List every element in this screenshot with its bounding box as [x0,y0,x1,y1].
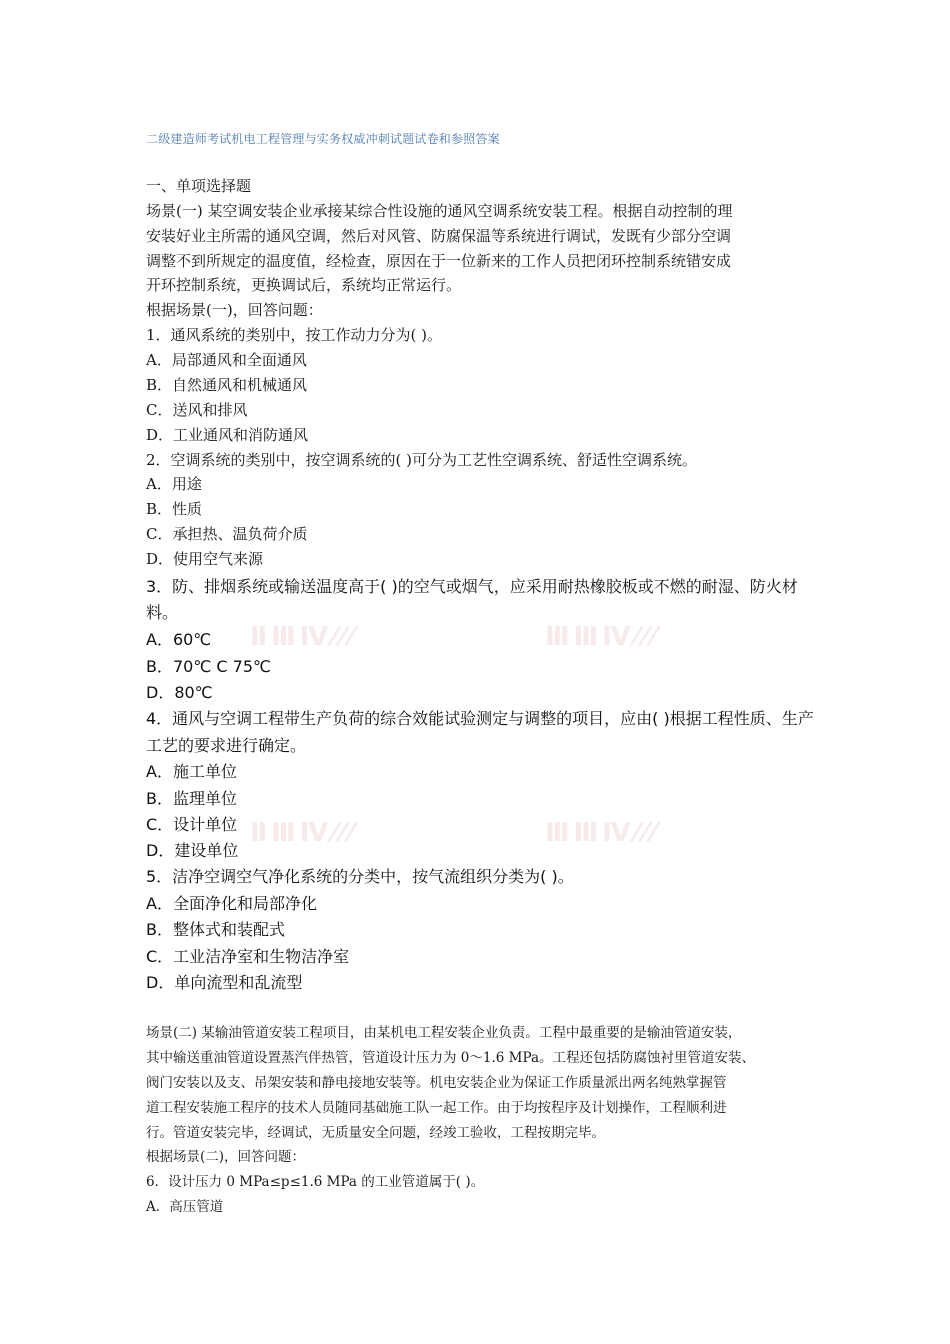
scene2-line-1: 场景(二) 某输油管道安装工程项目，由某机电工程安装企业负责。工程中最重要的是输油管道安装， [146,1025,742,1041]
q3-option-d: D．80℃ [146,683,213,702]
scene1-prompt: 根据场景(一)，回答问题： [146,301,323,319]
scene1-line-1: 场景(一) 某空调安装企业承接某综合性设施的通风空调系统安装工程。根据自动控制的理 [146,202,733,220]
document-title: 二级建造师考试机电工程管理与实务权威冲刺试题试卷和参照答案 [146,132,500,146]
scene2-prompt: 根据场景(二)，回答问题： [146,1149,306,1165]
q5-option-c: C．工业洁净室和生物洁净室 [146,947,350,966]
q2-option-c: C．承担热、温负荷介质 [146,525,308,543]
q3-option-a: A．60℃ [146,630,212,649]
q6-option-a: A．高压管道 [146,1199,224,1215]
q3-option-b: B．70℃ C 75℃ [146,657,271,676]
question-4-line-2: 工艺的要求进行确定。 [146,736,307,755]
scene2-line-3: 阀门安装以及支、吊架安装和静电接地安装等。机电安装企业为保证工作质量派出两名纯熟掌握管 [146,1075,727,1091]
q4-option-b: B．监理单位 [146,789,237,808]
scene2-line-5: 行。管道安装完毕，经调试，无质量安全问题，经竣工验收，工程按期完毕。 [146,1125,605,1141]
question-5: 5．洁净空调空气净化系统的分类中，按气流组织分类为( )。 [146,867,574,886]
question-6: 6．设计压力 0 MPa≤p≤1.6 MPa 的工业管道属于( )。 [146,1174,485,1190]
watermark: ⅡⅢⅣ⁄⁄⁄ [250,818,358,848]
question-4-line-1: 4．通风与空调工程带生产负荷的综合效能试验测定与调整的项目，应由( )根据工程性质、生产 [146,709,814,728]
q1-option-b: B．自然通风和机械通风 [146,376,308,394]
watermark: ⅢⅢⅣ⁄⁄⁄ [545,622,660,652]
scene1-line-3: 调整不到所规定的温度值，经检查，原因在于一位新来的工作人员把闭环控制系统错安成 [146,252,732,270]
q2-option-d: D．使用空气来源 [146,550,264,568]
q4-option-a: A．施工单位 [146,762,237,781]
q2-option-a: A．用途 [146,475,202,493]
q1-option-a: A．局部通风和全面通风 [146,351,307,369]
q4-option-c: C．设计单位 [146,815,238,834]
q5-option-d: D．单向流型和乱流型 [146,973,303,992]
scene2-line-2: 其中输送重油管道设置蒸汽伴热管，管道设计压力为 0～1.6 MPa。工程还包括防腐蚀衬里管道安装、 [146,1050,755,1066]
question-2: 2．空调系统的类别中，按空调系统的( )可分为工艺性空调系统、舒适性空调系统。 [146,451,698,469]
question-1: 1．通风系统的类别中，按工作动力分为( )。 [146,326,443,344]
scene2-line-4: 道工程安装施工程序的技术人员随同基础施工队一起工作。由于均按程序及计划操作，工程顺利进 [146,1100,727,1116]
scene1-line-2: 安装好业主所需的通风空调，然后对风管、防腐保温等系统进行调试，发既有少部分空调 [146,227,732,245]
scene1-line-4: 开环控制系统，更换调试后，系统均正常运行。 [146,276,462,294]
q2-option-b: B．性质 [146,500,203,518]
q1-option-c: C．送风和排风 [146,401,248,419]
watermark: ⅡⅢⅣ⁄⁄⁄ [250,622,358,652]
watermark: ⅢⅢⅣ⁄⁄⁄ [545,818,660,848]
section-heading: 一、单项选择题 [146,177,252,195]
q4-option-d: D．建设单位 [146,841,239,860]
q1-option-d: D．工业通风和消防通风 [146,426,309,444]
question-3-line-1: 3．防、排烟系统或输送温度高于( )的空气或烟气，应采用耐热橡胶板或不燃的耐湿、防火材 [146,577,798,596]
question-3-line-2: 料。 [146,603,179,622]
q5-option-b: B．整体式和装配式 [146,920,285,939]
q5-option-a: A．全面净化和局部净化 [146,894,317,913]
